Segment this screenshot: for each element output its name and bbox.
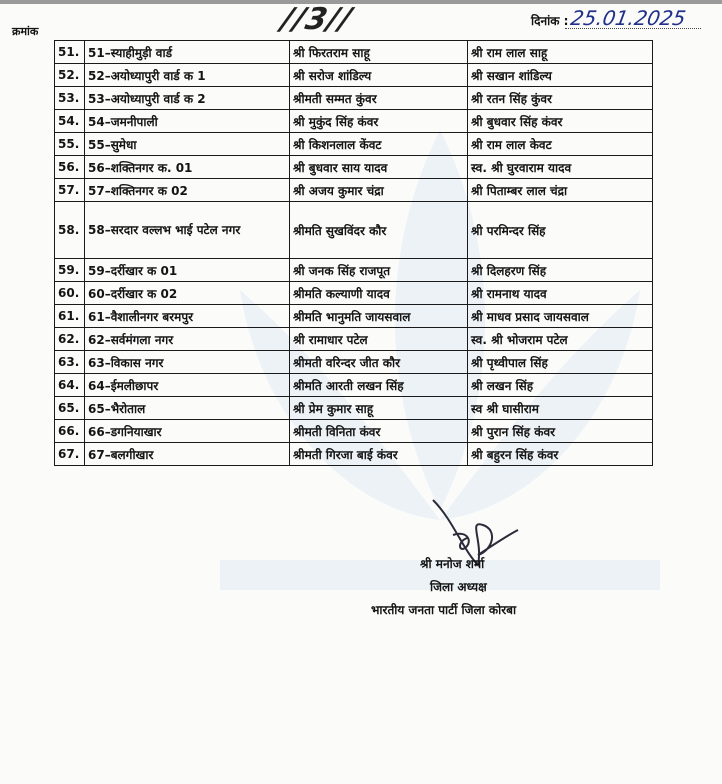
table-row [55, 179, 653, 202]
guardian-name-cell: स्व. श्री भोजराम पटेल [468, 328, 653, 351]
candidate-name-cell: श्री फिरतराम साहू [290, 41, 468, 64]
serial-cell: 66. [55, 420, 85, 443]
date-underline [565, 28, 701, 29]
candidate-name-cell: श्रीमती विनिता कंवर [290, 420, 468, 443]
guardian-name-cell: श्री रतन सिंह कुंवर [468, 87, 653, 110]
candidate-name-cell: श्रीमति आरती लखन सिंह [290, 374, 468, 397]
serial-cell: 62. [55, 328, 85, 351]
table-row [55, 443, 653, 466]
guardian-name-cell: स्व. श्री घुरवाराम यादव [468, 156, 653, 179]
candidate-name-cell: श्री बुधवार साय यादव [290, 156, 468, 179]
date-value: 25.01.2025 [568, 6, 688, 30]
serial-cell: 64. [55, 374, 85, 397]
guardian-name-cell: श्री पृथ्वीपाल सिंह [468, 351, 653, 374]
top-edge-line [0, 0, 722, 4]
candidate-name-cell: श्री रामाधार पटेल [290, 328, 468, 351]
table-row [55, 259, 653, 282]
guardian-name-cell: श्री माधव प्रसाद जायसवाल [468, 305, 653, 328]
guardian-name-cell: श्री सखान शांडिल्य [468, 64, 653, 87]
table-row [55, 305, 653, 328]
table-row [55, 282, 653, 305]
guardian-name-cell: श्री पुरान सिंह कंवर [468, 420, 653, 443]
candidate-name-cell: श्री प्रेम कुमार साहू [290, 397, 468, 420]
ward-name-cell: 58–सरदार वल्लभ भाई पटेल नगर [85, 202, 290, 259]
candidate-name-cell: श्री मुकुंद सिंह कंवर [290, 110, 468, 133]
table-row [55, 64, 653, 87]
ward-name-cell: 66–डगनियाखार [85, 420, 290, 443]
serial-cell: 65. [55, 397, 85, 420]
ward-name-cell: 62–सर्वमंगला नगर [85, 328, 290, 351]
table-row [55, 110, 653, 133]
candidate-name-cell: श्री सरोज शांडिल्य [290, 64, 468, 87]
ward-name-cell: 65–भैरोताल [85, 397, 290, 420]
serial-cell: 52. [55, 64, 85, 87]
candidate-name-cell: श्रीमति सुखविंदर कौर [290, 202, 468, 259]
date-label: दिनांक : [531, 14, 569, 28]
serial-cell: 57. [55, 179, 85, 202]
guardian-name-cell: श्री राम लाल साहू [468, 41, 653, 64]
guardian-name-cell: श्री परमिन्दर सिंह [468, 202, 653, 259]
table-row [55, 87, 653, 110]
ward-name-cell: 53–अयोध्यापुरी वार्ड क 2 [85, 87, 290, 110]
table-row [55, 351, 653, 374]
ward-name-cell: 52–अयोध्यापुरी वार्ड क 1 [85, 64, 290, 87]
candidate-name-cell: श्री किशनलाल केंवट [290, 133, 468, 156]
ward-name-cell: 54–जमनीपाली [85, 110, 290, 133]
guardian-name-cell: श्री रामनाथ यादव [468, 282, 653, 305]
ward-name-cell: 60–दर्रीखार क 02 [85, 282, 290, 305]
guardian-name-cell: स्व श्री घासीराम [468, 397, 653, 420]
table-row [55, 374, 653, 397]
ward-name-cell: 61–वैशालीनगर बरमपुर [85, 305, 290, 328]
guardian-name-cell: श्री बुधवार सिंह कंवर [468, 110, 653, 133]
serial-cell: 58. [55, 202, 85, 259]
guardian-name-cell: श्री बहुरन सिंह कंवर [468, 443, 653, 466]
serial-cell: 56. [55, 156, 85, 179]
serial-cell: 60. [55, 282, 85, 305]
table-row [55, 156, 653, 179]
ward-name-cell: 64–ईमलीछापर [85, 374, 290, 397]
candidate-name-cell: श्री अजय कुमार चंद्रा [290, 179, 468, 202]
serial-cell: 55. [55, 133, 85, 156]
serial-cell: 63. [55, 351, 85, 374]
ward-name-cell: 51–स्याहीमुड़ी वार्ड [85, 41, 290, 64]
candidate-name-cell: श्रीमती वरिन्दर जीत कौर [290, 351, 468, 374]
table-row [55, 133, 653, 156]
table-body [55, 41, 653, 466]
guardian-name-cell: श्री दिलहरण सिंह [468, 259, 653, 282]
signatory-designation: जिला अध्यक्ष [430, 580, 487, 594]
ward-name-cell: 57–शक्तिनगर क 02 [85, 179, 290, 202]
candidate-name-cell: श्रीमति कल्याणी यादव [290, 282, 468, 305]
ward-name-cell: 56–शक्तिनगर क. 01 [85, 156, 290, 179]
candidate-name-cell: श्रीमती सम्मत कुंवर [290, 87, 468, 110]
candidate-name-cell: श्रीमती गिरजा बाई कंवर [290, 443, 468, 466]
table-row [55, 420, 653, 443]
ward-name-cell: 59–दर्रीखार क 01 [85, 259, 290, 282]
table-row [55, 397, 653, 420]
ward-name-cell: 67–बलगीखार [85, 443, 290, 466]
serial-cell: 59. [55, 259, 85, 282]
serial-cell: 53. [55, 87, 85, 110]
ward-name-cell: 55–सुमेधा [85, 133, 290, 156]
serial-number-label: क्रमांक [12, 25, 39, 38]
serial-cell: 67. [55, 443, 85, 466]
table-row [55, 202, 653, 259]
guardian-name-cell: श्री लखन सिंह [468, 374, 653, 397]
signatory-name: श्री मनोज शर्मा [420, 557, 485, 571]
serial-cell: 54. [55, 110, 85, 133]
page-number: //3// [278, 2, 356, 37]
ward-candidates-table [54, 40, 653, 466]
candidate-name-cell: श्रीमति भानुमति जायसवाल [290, 305, 468, 328]
guardian-name-cell: श्री पिताम्बर लाल चंद्रा [468, 179, 653, 202]
serial-cell: 61. [55, 305, 85, 328]
table-row [55, 328, 653, 351]
guardian-name-cell: श्री राम लाल केवट [468, 133, 653, 156]
ward-name-cell: 63–विकास नगर [85, 351, 290, 374]
table-row [55, 41, 653, 64]
signatory-organization: भारतीय जनता पार्टी जिला कोरबा [371, 603, 517, 617]
candidate-name-cell: श्री जनक सिंह राजपूत [290, 259, 468, 282]
serial-cell: 51. [55, 41, 85, 64]
